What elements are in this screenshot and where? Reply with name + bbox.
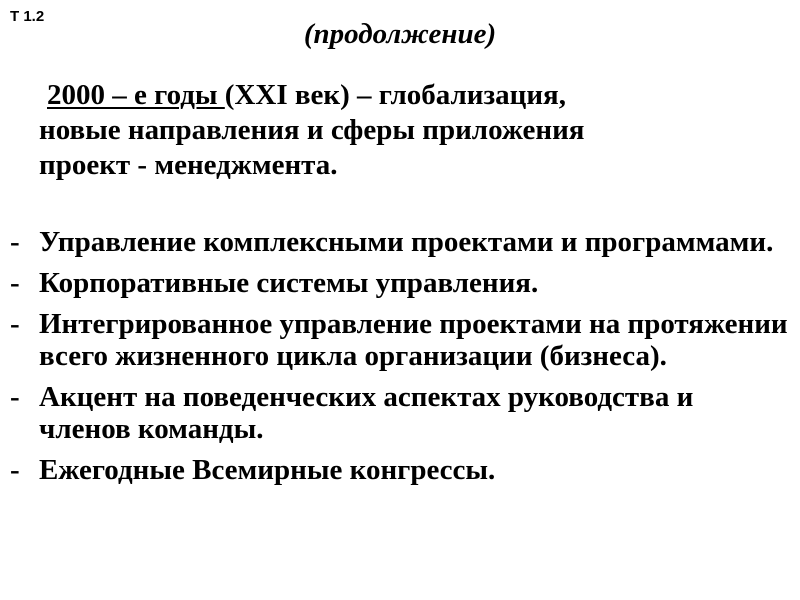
intro-lead [47, 79, 566, 111]
slide-number-label: Т 1.2 [10, 8, 45, 25]
bullet-list [0, 226, 790, 495]
intro-line-2: новые направления и сферы приложения [39, 114, 585, 146]
intro-period: 2000 – е годы [47, 79, 225, 111]
bullet-text: Интегрированное управление проектами на протяжении всего жизненного цикла организации (бизнеса). [39, 308, 788, 372]
bullet-text: Ежегодные Всемирные конгрессы. [39, 454, 496, 486]
bullet-item [0, 267, 790, 299]
bullet-dash: - [10, 381, 20, 413]
bullet-dash: - [10, 308, 20, 340]
bullet-dash: - [10, 454, 20, 486]
bullet-item [0, 454, 790, 486]
bullet-dash: - [10, 267, 20, 299]
intro-line-3: проект - менеджмента. [39, 149, 338, 181]
bullet-text: Управление комплексными проектами и программами. [39, 226, 774, 258]
bullet-text: Корпоративные системы управления. [39, 267, 539, 299]
bullet-text: Акцент на поведенческих аспектах руководства и членов команды. [39, 381, 694, 445]
bullet-item [0, 381, 790, 445]
slide-subtitle: (продолжение) [303, 18, 497, 50]
bullet-item [0, 226, 790, 258]
intro-paragraph [39, 78, 759, 183]
bullet-dash: - [10, 226, 20, 258]
intro-century-topic: (XXI век) – глобализация, [224, 79, 566, 111]
bullet-item [0, 308, 790, 372]
